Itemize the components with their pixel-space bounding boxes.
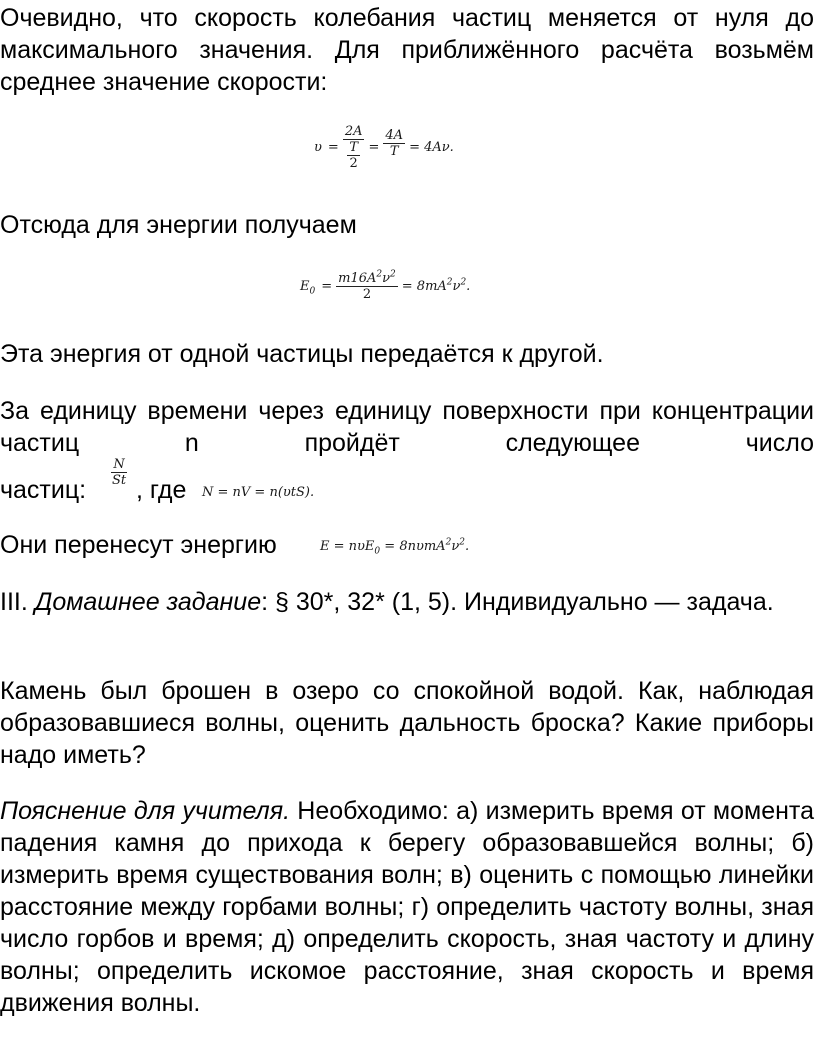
formula-var: υ — [314, 140, 322, 155]
fraction-numerator: N — [113, 457, 125, 472]
teacher-note-label: Пояснение для учителя. — [0, 797, 291, 825]
fraction-denominator — [345, 140, 362, 171]
formula-eq: = — [368, 140, 380, 155]
formula-rhs: = 4Aν. — [409, 140, 454, 155]
paragraph-energy-intro: Отсюда для энергии получаем — [0, 211, 357, 239]
homework-label: Домашнее задание — [34, 588, 262, 616]
fraction-4a-over-t — [383, 128, 405, 159]
formula-eq: = — [321, 279, 333, 294]
fraction-energy — [336, 271, 398, 302]
formula-n-over-st — [106, 457, 132, 488]
paragraph-teacher-note — [0, 795, 814, 1019]
paragraph-energy-transfer: Эта энергия от одной частицы передаётся к другой. — [0, 340, 604, 368]
fraction-sub-denominator: 2 — [349, 156, 358, 171]
fraction-n-st — [110, 457, 128, 488]
fraction-numerator: 4A — [385, 128, 404, 143]
section-number: III. — [0, 588, 28, 616]
fraction-numerator: 2A — [344, 124, 363, 139]
text-particles: частиц: — [0, 476, 87, 504]
fraction-denominator: St — [112, 473, 127, 488]
formula-average-speed — [314, 124, 454, 171]
paragraph-particle-count: За единицу времени через единицу поверхности при концентрации частиц n пройдёт следующее число — [0, 397, 814, 457]
paragraph-homework — [0, 586, 814, 618]
fraction-denominator: 2 — [362, 287, 372, 302]
text-energy-carried: Они перенесут энергию — [0, 531, 277, 559]
formula-energy — [300, 271, 470, 302]
formula-var: $E_0$ — [300, 279, 316, 297]
teacher-note-text: Необходимо: а) измерить время от момента падения камня до прихода к берегу образовавшейся волны; б) измерить время существования волн; в) оценить с помощью линейки расстояние между горбами волны; г) определить частоту волны, зная число горбов и время; д) определить скорость, зная частоту и длину волны; определить искомое расстояние, зная скорость и время движения волны. — [0, 797, 814, 1017]
paragraph-average-speed: Очевидно, что скорость колебания частиц меняется от нуля до максимального значения. Для приближённого расчёта возьмём среднее значение скорости: — [0, 4, 814, 96]
paragraph-stone-problem: Камень был брошен в озеро со спокойной водой. Как, наблюдая образовавшиеся волны, оценить дальность броска? Какие приборы надо иметь? — [0, 677, 814, 769]
formula-rhs: = $8mA^2\nu^2$. — [401, 277, 471, 294]
formula-particle-count: N = nV = n(υtS). — [202, 485, 315, 500]
text-where: , где — [136, 476, 187, 504]
particle-count-line — [0, 457, 816, 506]
formula-eq: = — [327, 140, 339, 155]
fraction-denominator: T — [389, 144, 399, 159]
fraction-2a-over-t-half — [343, 124, 365, 171]
fraction-numerator: $m16A^2\nu^2$ — [338, 269, 396, 286]
energy-carried-line — [0, 529, 816, 561]
formula-energy-flux: $E = n\upsilon E_0 = 8n\upsilon mA^2\nu^2$. — [320, 537, 470, 557]
fraction-sub-numerator: T — [349, 140, 358, 155]
homework-text: : § 30*, 32* (1, 5). Индивидуально — задача. — [261, 588, 774, 616]
